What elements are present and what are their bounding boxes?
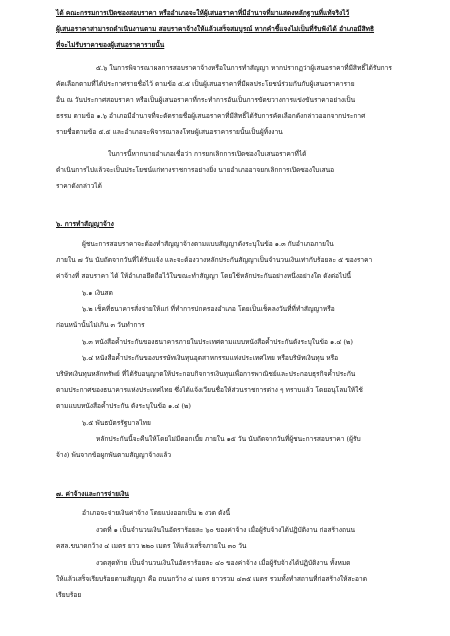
para-line: ๖.๕ พันธบัตรรัฐบาลไทย <box>82 419 151 427</box>
para-line: คัดเลือกตามที่ได้ประกาศรายชื่อไว้ ตามข้อ ๕.๕ เป็นผู้เสนอราคาที่มีผลประโยชน์ร่วมกันกับผู้เสนอราคาราย <box>56 80 355 88</box>
para-line: รายชื่อตามข้อ ๕.๕ และอำเภอจะพิจารณาลงโทษผู้เสนอราคารายนั้นเป็นผู้ทิ้งงาน <box>56 128 283 136</box>
para-line: ๖.๔ หนังสือค้ำประกันของบรรษัทเงินทุนอุตสาหกรรมแห่งประเทศไทย หรือบริษัทเงินทุน หรือ <box>82 354 339 362</box>
para-line: ค่าจ้างที่ สอบราคา ได้ ให้อำเภอยึดถือไว้ในขณะทำสัญญา โดยใช้หลักประกันอย่างหนึ่งอย่างใด ดังต่อไปนี้ <box>56 272 352 280</box>
section-heading: ๗. ค่าจ้างและการจ่ายเงิน <box>56 490 129 498</box>
para-line: งวดที่ ๑ เป็นจำนวนเงินในอัตราร้อยละ ๖๐ ของค่าจ้าง เมื่อผู้รับจ้างได้ปฏิบัติงาน ก่อสร้างถนน <box>96 526 355 534</box>
para-line: ๖.๑ เงินสด <box>82 289 113 297</box>
para-line: หลักประกันนี้จะคืนให้โดยไม่มีดอกเบี้ย ภายใน ๑๕ วัน นับถัดจากวันที่ผู้ชนะการสอบราคา (ผู้รับ <box>96 435 361 443</box>
para-line: อำเภอจะจ่ายเงินค่าจ้าง โดยแบ่งออกเป็น ๒ งวด ดังนี้ <box>82 509 231 517</box>
para-line: บริษัทเงินทุนหลักทรัพย์ ที่ได้รับอนุญาตให้ประกอบกิจการเงินทุนเพื่อการพาณิชย์และประกอบธุรกิจค้ำประกัน <box>56 370 356 378</box>
para-line: ๖.๒ เช็คที่ธนาคารสั่งจ่ายให้แก่ ที่ทำการปกครองอำเภอ โดยเป็นเช็คลงวันที่ที่ทำสัญญาหรือ <box>82 305 335 313</box>
para-line: ก่อนหน้านั้นไม่เกิน ๓ วันทำการ <box>56 321 145 329</box>
para-line: ราคาดังกล่าวได้ <box>56 182 102 190</box>
para-line: ในการนี้หากนายอำเภอเชื่อว่า การยกเลิกการเปิดซองใบเสนอราคาที่ได้ <box>108 150 307 158</box>
para-line: ๖.๓ หนังสือค้ำประกันของธนาคารภายในประเทศตามแบบหนังสือค้ำประกันดังระบุในข้อ ๑.๔ (๒) <box>82 338 353 346</box>
para-line: ภายใน ๗ วัน นับถัดจากวันที่ได้รับแจ้ง และจะต้องวางหลักประกันสัญญาเป็นจำนวนเงินเท่ากับร้อยละ ๕ ของราคา <box>56 256 373 264</box>
para-line: จ้าง) พ้นจากข้อผูกพันตามสัญญาจ้างแล้ว <box>56 451 172 459</box>
para-line: ผู้เสนอราคาสามารถดำเนินงานตาม สอบราคาจ้างให้แล้วเสร็จสมบูรณ์ หากคำชี้แจงไม่เป็นที่รับฟังได้ อำเภอมีสิทธิ <box>56 25 375 33</box>
para-line: ๕.๖ ในการพิจารณาผลการสอบราคาจ้างหรือในการทำสัญญา หากปรากฏว่าผู้เสนอราคาที่มีสิทธิ์ได้รับการ <box>96 64 392 72</box>
para-line: งวดสุดท้าย เป็นจำนวนเงินในอัตราร้อยละ ๔๐ ของค่าจ้าง เมื่อผู้รับจ้างได้ปฏิบัติงาน ทั้งหมด <box>96 559 351 567</box>
para-line: ตามแบบหนังสือค้ำประกัน ดังระบุในข้อ ๑.๔ (๒) <box>56 402 191 410</box>
para-line: อื่น ณ วันประกาศสอบราคา หรือเป็นผู้เสนอราคาที่กระทำการอันเป็นการขัดขวางการแข่งขันราคาอย่างเป็น <box>56 96 356 104</box>
para-line: ให้แล้วเสร็จเรียบร้อยตามสัญญา คือ ถนนกว้าง ๔ เมตร ยาวรวม ๔๓๕ เมตร รวมทั้งทำสถานที่ก่อสร้างให้สะอาด <box>56 575 367 583</box>
para-line: ได้ คณะกรรมการเปิดซองสอบราคา หรืออำเภอจะให้ผู้เสนอราคาที่มีอำนาจที่มาแสดงหลักฐานที่แท้จริงไว้ <box>56 9 350 17</box>
para-line: ดำเนินการไปแล้วจะเป็นประโยชน์แก่ทางราชการอย่างยิ่ง นายอำเภออาจยกเลิกการเปิดซองใบเสนอ <box>56 166 335 174</box>
para-line: เรียบร้อย <box>56 591 82 599</box>
para-line: ธรรม ตามข้อ ๑.๖ อำเภอมีอำนาจที่จะตัดรายชื่อผู้เสนอราคาที่มีสิทธิ์ได้รับการคัดเลือกดังกล่าวออกจากประกาศ <box>56 112 366 120</box>
para-line: ตามประกาศของธนาคารแห่งประเทศไทย ซึ่งได้แจ้งเวียนชื่อให้ส่วนราชการต่าง ๆ ทราบแล้ว โดยอนุโลมให้ใช้ <box>56 386 363 394</box>
para-line: คสล.ขนาดกว้าง ๔ เมตร ยาว ๒๒๐ เมตร ให้แล้วเสร็จภายใน ๓๐ วัน <box>56 542 247 550</box>
para-line: ที่จะไม่รับราคาของผู้เสนอราคารายนั้น <box>56 41 165 49</box>
para-line: ผู้ชนะการสอบราคาจะต้องทำสัญญาจ้างตามแบบสัญญาดังระบุในข้อ ๑.๓ กับอำเภอภายใน <box>82 240 334 248</box>
section-heading: ๖. การทำสัญญาจ้าง <box>56 220 114 228</box>
